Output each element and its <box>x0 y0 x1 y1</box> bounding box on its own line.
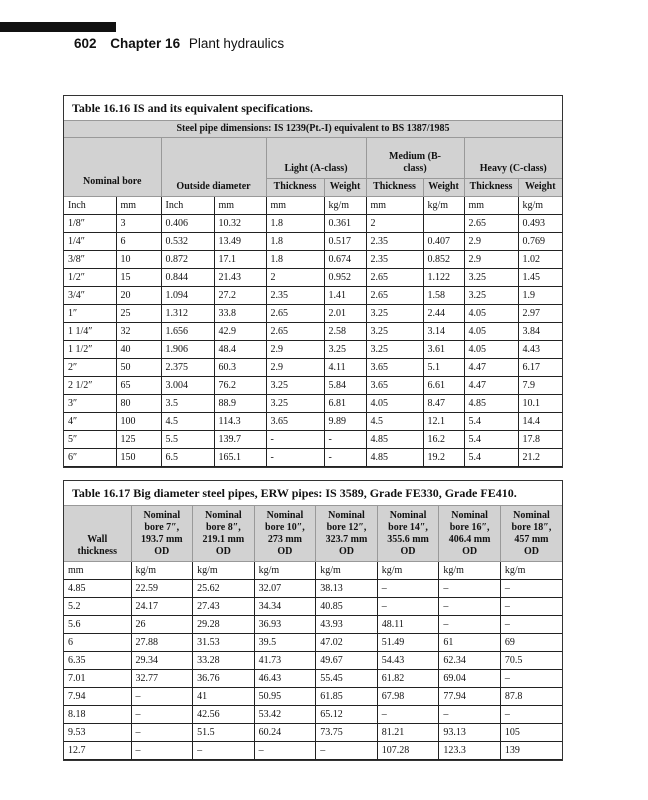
table-cell: 6.81 <box>324 395 366 413</box>
table-cell: – <box>131 688 193 706</box>
table-cell: 1/2″ <box>64 269 116 287</box>
unit-cell: kg/m <box>439 562 501 580</box>
table-cell: 61 <box>439 634 501 652</box>
unit-cell: kg/m <box>324 197 366 215</box>
table-cell: 47.02 <box>316 634 378 652</box>
table-cell: 4.05 <box>464 323 518 341</box>
table-cell: 43.93 <box>316 616 378 634</box>
table-cell: 49.67 <box>316 652 378 670</box>
table-cell: 0.674 <box>324 251 366 269</box>
table-cell: 69 <box>500 634 562 652</box>
column-header: Nominal bore 8″, 219.1 mm OD <box>193 506 255 562</box>
table-cell: 2.44 <box>423 305 464 323</box>
column-header: Nominal bore 7″, 193.7 mm OD <box>131 506 193 562</box>
unit-cell: kg/m <box>316 562 378 580</box>
table-cell: - <box>324 449 366 467</box>
table-cell: 31.53 <box>193 634 255 652</box>
table-cell: 7.9 <box>518 377 562 395</box>
table-cell: 0.493 <box>518 215 562 233</box>
table-cell: – <box>500 706 562 724</box>
table-cell: 1″ <box>64 305 116 323</box>
table-cell: 3.25 <box>366 305 423 323</box>
table-row <box>64 580 562 598</box>
table-cell: 100 <box>116 413 161 431</box>
table-cell: 5.4 <box>464 413 518 431</box>
table-cell: – <box>439 580 501 598</box>
table-cell: – <box>316 742 378 760</box>
table-cell: 29.28 <box>193 616 255 634</box>
table-cell: 165.1 <box>214 449 266 467</box>
page-number: 602 <box>74 36 97 51</box>
table-cell: 4.47 <box>464 359 518 377</box>
table-cell: 4.47 <box>464 377 518 395</box>
table-cell: - <box>266 449 324 467</box>
table-cell: 21.43 <box>214 269 266 287</box>
column-header: Nominal bore 12″, 323.7 mm OD <box>316 506 378 562</box>
table-cell: 77.94 <box>439 688 501 706</box>
table-cell: 114.3 <box>214 413 266 431</box>
table-cell: 48.4 <box>214 341 266 359</box>
table-cell: 125 <box>116 431 161 449</box>
table-cell: 12.1 <box>423 413 464 431</box>
unit-cell: mm <box>214 197 266 215</box>
table-cell: 1.45 <box>518 269 562 287</box>
table-cell: 36.93 <box>254 616 316 634</box>
table-cell: 6″ <box>64 449 116 467</box>
running-head <box>74 36 284 51</box>
table-cell: 3.25 <box>266 377 324 395</box>
table-cell: 2.9 <box>266 341 324 359</box>
table-cell: 88.9 <box>214 395 266 413</box>
subheader: Thickness <box>366 178 423 196</box>
table-cell: 4.11 <box>324 359 366 377</box>
table-row <box>64 706 562 724</box>
erw-pipes-table <box>64 505 562 760</box>
table-cell: 3.25 <box>464 287 518 305</box>
table-cell: 50.95 <box>254 688 316 706</box>
table-cell: 1.094 <box>161 287 214 305</box>
table-cell: 2.35 <box>366 233 423 251</box>
table-row <box>64 269 562 287</box>
table-row <box>64 742 562 760</box>
table-cell: 10 <box>116 251 161 269</box>
table-subtitle: Steel pipe dimensions: IS 1239(Pt.-I) equivalent to BS 1387/1985 <box>64 121 562 138</box>
table-cell: 25.62 <box>193 580 255 598</box>
table-cell: – <box>131 742 193 760</box>
table-cell: 6 <box>116 233 161 251</box>
table-cell: 87.8 <box>500 688 562 706</box>
table-cell: 4.85 <box>64 580 131 598</box>
table-cell: – <box>439 616 501 634</box>
table-cell: 32 <box>116 323 161 341</box>
table-cell: 6.17 <box>518 359 562 377</box>
table-cell: 1 1/2″ <box>64 341 116 359</box>
table-cell: 139.7 <box>214 431 266 449</box>
table-cell: 1.58 <box>423 287 464 305</box>
table-cell: 1/8″ <box>64 215 116 233</box>
table-cell: 93.13 <box>439 724 501 742</box>
units-row <box>64 197 562 215</box>
table-cell: 1.906 <box>161 341 214 359</box>
table-row <box>64 287 562 305</box>
table-row <box>64 431 562 449</box>
table-cell: - <box>266 431 324 449</box>
header-light: Light (A-class) <box>266 138 366 179</box>
table-cell: 3.25 <box>366 323 423 341</box>
table-row <box>64 598 562 616</box>
table-row <box>64 323 562 341</box>
table-cell: 46.43 <box>254 670 316 688</box>
table-cell: 14.4 <box>518 413 562 431</box>
table-cell: 33.8 <box>214 305 266 323</box>
unit-cell: kg/m <box>500 562 562 580</box>
table-cell: 0.407 <box>423 233 464 251</box>
table-cell: 17.8 <box>518 431 562 449</box>
table-cell: 29.34 <box>131 652 193 670</box>
table-cell: – <box>377 706 439 724</box>
table-cell: 6.5 <box>161 449 214 467</box>
table-cell <box>423 215 464 233</box>
table-cell: 42.56 <box>193 706 255 724</box>
table-cell: 25 <box>116 305 161 323</box>
table-cell: 3.84 <box>518 323 562 341</box>
table-cell: 0.952 <box>324 269 366 287</box>
unit-cell: kg/m <box>377 562 439 580</box>
table-cell: 80 <box>116 395 161 413</box>
table-cell: 3.65 <box>366 359 423 377</box>
table-cell: – <box>500 670 562 688</box>
table-cell: 39.5 <box>254 634 316 652</box>
table-cell: 2.65 <box>266 323 324 341</box>
table-cell: 8.18 <box>64 706 131 724</box>
table-cell: 60.24 <box>254 724 316 742</box>
table-row <box>64 413 562 431</box>
table-cell: 38.13 <box>316 580 378 598</box>
table-cell: 1/4″ <box>64 233 116 251</box>
table-cell: 5.6 <box>64 616 131 634</box>
table-cell: 3.25 <box>464 269 518 287</box>
table-cell: 69.04 <box>439 670 501 688</box>
table-cell: 1.8 <box>266 251 324 269</box>
unit-cell: Inch <box>64 197 116 215</box>
table-cell: 32.07 <box>254 580 316 598</box>
table-cell: 1.9 <box>518 287 562 305</box>
column-header: Nominal bore 10″, 273 mm OD <box>254 506 316 562</box>
table-cell: 2.01 <box>324 305 366 323</box>
table-cell: 33.28 <box>193 652 255 670</box>
steel-pipe-dimensions-table <box>64 120 562 467</box>
table-cell: 2.9 <box>464 251 518 269</box>
table-cell: 1.312 <box>161 305 214 323</box>
table-cell: 61.85 <box>316 688 378 706</box>
table-cell: 2.65 <box>464 215 518 233</box>
table-cell: 26 <box>131 616 193 634</box>
table-cell: 4.85 <box>464 395 518 413</box>
table-cell: 20 <box>116 287 161 305</box>
table-cell: 61.82 <box>377 670 439 688</box>
table-cell: 10.1 <box>518 395 562 413</box>
table-cell: 4.5 <box>366 413 423 431</box>
table-cell: 73.75 <box>316 724 378 742</box>
table-cell: 2.65 <box>366 269 423 287</box>
table-cell: 3/8″ <box>64 251 116 269</box>
table-row <box>64 341 562 359</box>
table-cell: 1.8 <box>266 233 324 251</box>
table-cell: 2.65 <box>266 305 324 323</box>
subheader: Weight <box>423 178 464 196</box>
table-cell: 0.361 <box>324 215 366 233</box>
table-cell: 2.58 <box>324 323 366 341</box>
header-outside-diameter: Outside diameter <box>161 138 266 197</box>
header-medium: Medium (B-class) <box>366 138 464 179</box>
table-cell: 1.02 <box>518 251 562 269</box>
unit-cell: mm <box>464 197 518 215</box>
unit-cell: kg/m <box>423 197 464 215</box>
table-cell: 41.73 <box>254 652 316 670</box>
subheader: Weight <box>324 178 366 196</box>
table-16-16 <box>63 95 563 468</box>
table-cell: 2″ <box>64 359 116 377</box>
table-cell: 67.98 <box>377 688 439 706</box>
table-row <box>64 724 562 742</box>
table-cell: 36.76 <box>193 670 255 688</box>
table-cell: 2 <box>266 269 324 287</box>
table-cell: 2.65 <box>366 287 423 305</box>
subheader: Weight <box>518 178 562 196</box>
table-16-17 <box>63 480 563 761</box>
table-cell: 0.517 <box>324 233 366 251</box>
table-cell: 40.85 <box>316 598 378 616</box>
header-nominal-bore: Nominal bore <box>64 138 161 197</box>
table-cell: 105 <box>500 724 562 742</box>
table-cell: 10.32 <box>214 215 266 233</box>
subheader: Thickness <box>266 178 324 196</box>
table-cell: 1.122 <box>423 269 464 287</box>
table-row <box>64 616 562 634</box>
table-cell: 7.94 <box>64 688 131 706</box>
table-cell: 27.43 <box>193 598 255 616</box>
table-cell: 4.85 <box>366 431 423 449</box>
header-heavy: Heavy (C-class) <box>464 138 562 179</box>
table-row <box>64 395 562 413</box>
table-cell: 3.25 <box>366 341 423 359</box>
table-cell: 0.872 <box>161 251 214 269</box>
table-cell: 54.43 <box>377 652 439 670</box>
table-cell: 53.42 <box>254 706 316 724</box>
table-cell: 0.852 <box>423 251 464 269</box>
table-cell: 5.4 <box>464 431 518 449</box>
table-cell: 16.2 <box>423 431 464 449</box>
table-cell: – <box>193 742 255 760</box>
table-cell: 81.21 <box>377 724 439 742</box>
table-cell: 2.97 <box>518 305 562 323</box>
table-cell: 62.34 <box>439 652 501 670</box>
table-cell: 2.9 <box>464 233 518 251</box>
table-cell: 5.2 <box>64 598 131 616</box>
table-row <box>64 652 562 670</box>
table-row <box>64 634 562 652</box>
table-row <box>64 688 562 706</box>
table-cell: 4″ <box>64 413 116 431</box>
table-cell: 0.844 <box>161 269 214 287</box>
table-cell: – <box>131 724 193 742</box>
table-cell: 139 <box>500 742 562 760</box>
table-cell: 3.14 <box>423 323 464 341</box>
unit-cell: kg/m <box>254 562 316 580</box>
table-cell: 27.88 <box>131 634 193 652</box>
table-cell: 50 <box>116 359 161 377</box>
table-cell: 2.35 <box>266 287 324 305</box>
table-row <box>64 449 562 467</box>
table-cell: 107.28 <box>377 742 439 760</box>
table-cell: 19.2 <box>423 449 464 467</box>
table-cell: 8.47 <box>423 395 464 413</box>
table-cell: 0.406 <box>161 215 214 233</box>
table-cell: 65.12 <box>316 706 378 724</box>
table-cell: 3.65 <box>266 413 324 431</box>
table-title: Table 16.16 IS and its equivalent specifications. <box>72 101 313 115</box>
chapter-title: Plant hydraulics <box>188 36 285 51</box>
table-cell: – <box>439 706 501 724</box>
table-cell: 60.3 <box>214 359 266 377</box>
table-cell: 65 <box>116 377 161 395</box>
unit-cell: kg/m <box>131 562 193 580</box>
table-cell: 6 <box>64 634 131 652</box>
table-cell: 1 1/4″ <box>64 323 116 341</box>
table-cell: 13.49 <box>214 233 266 251</box>
table-cell: 4.85 <box>366 449 423 467</box>
table-cell: - <box>324 431 366 449</box>
table-cell: – <box>500 616 562 634</box>
table-cell: 150 <box>116 449 161 467</box>
table-row <box>64 233 562 251</box>
table-cell: 4.05 <box>464 341 518 359</box>
table-cell: 32.77 <box>131 670 193 688</box>
table-cell: 2.35 <box>366 251 423 269</box>
table-cell: 1.41 <box>324 287 366 305</box>
unit-cell: kg/m <box>193 562 255 580</box>
table-cell: 6.61 <box>423 377 464 395</box>
table-cell: 21.2 <box>518 449 562 467</box>
table-cell: 48.11 <box>377 616 439 634</box>
table-cell: – <box>500 598 562 616</box>
table-row <box>64 215 562 233</box>
table-cell: 15 <box>116 269 161 287</box>
column-header: Nominal bore 18″, 457 mm OD <box>500 506 562 562</box>
table-cell: 3″ <box>64 395 116 413</box>
table-title: Table 16.17 Big diameter steel pipes, ERW pipes: IS 3589, Grade FE330, Grade FE410. <box>72 486 517 500</box>
table-cell: 2 1/2″ <box>64 377 116 395</box>
table-cell: 3.5 <box>161 395 214 413</box>
subheader: Thickness <box>464 178 518 196</box>
table-cell: 5.84 <box>324 377 366 395</box>
table-cell: 12.7 <box>64 742 131 760</box>
table-cell: 5″ <box>64 431 116 449</box>
table-cell: 6.35 <box>64 652 131 670</box>
table-cell: 1.8 <box>266 215 324 233</box>
table-cell: 3.25 <box>266 395 324 413</box>
column-header: Nominal bore 16″, 406.4 mm OD <box>439 506 501 562</box>
table-cell: – <box>439 598 501 616</box>
table-cell: 4.05 <box>464 305 518 323</box>
table-cell: – <box>131 706 193 724</box>
table-row <box>64 670 562 688</box>
table-cell: 2.9 <box>266 359 324 377</box>
table-cell: 17.1 <box>214 251 266 269</box>
units-row <box>64 562 562 580</box>
table-cell: 3/4″ <box>64 287 116 305</box>
table-cell: 5.5 <box>161 431 214 449</box>
table-cell: 22.59 <box>131 580 193 598</box>
table-cell: – <box>500 580 562 598</box>
table-cell: 55.45 <box>316 670 378 688</box>
table-cell: – <box>377 580 439 598</box>
table-cell: 4.5 <box>161 413 214 431</box>
table-cell: 76.2 <box>214 377 266 395</box>
table-row <box>64 251 562 269</box>
table-cell: 34.34 <box>254 598 316 616</box>
table-cell: 41 <box>193 688 255 706</box>
tables-stack <box>63 95 563 761</box>
table-cell: 27.2 <box>214 287 266 305</box>
table-cell: – <box>377 598 439 616</box>
table-cell: 1.656 <box>161 323 214 341</box>
table-cell: 70.5 <box>500 652 562 670</box>
table-cell: 4.43 <box>518 341 562 359</box>
table-cell: 2.375 <box>161 359 214 377</box>
table-cell: 24.17 <box>131 598 193 616</box>
table-cell: 3.004 <box>161 377 214 395</box>
page-top-bar <box>0 22 116 32</box>
table-row <box>64 305 562 323</box>
table-cell: 0.532 <box>161 233 214 251</box>
table-cell: 3.25 <box>324 341 366 359</box>
chapter-label: Chapter 16 <box>110 36 181 51</box>
table-cell: 2 <box>366 215 423 233</box>
table-cell: 9.89 <box>324 413 366 431</box>
table-cell: 3.65 <box>366 377 423 395</box>
table-cell: 51.5 <box>193 724 255 742</box>
unit-cell: mm <box>366 197 423 215</box>
column-header: Wall thickness <box>64 506 131 562</box>
table-cell: 4.05 <box>366 395 423 413</box>
table-row <box>64 377 562 395</box>
table-cell: 0.769 <box>518 233 562 251</box>
table-cell: 7.01 <box>64 670 131 688</box>
unit-cell: kg/m <box>518 197 562 215</box>
unit-cell: Inch <box>161 197 214 215</box>
table-cell: 5.1 <box>423 359 464 377</box>
table-cell: 123.3 <box>439 742 501 760</box>
table-cell: 40 <box>116 341 161 359</box>
table-cell: 42.9 <box>214 323 266 341</box>
unit-cell: mm <box>116 197 161 215</box>
table-cell: 3 <box>116 215 161 233</box>
table-cell: 5.4 <box>464 449 518 467</box>
unit-cell: mm <box>266 197 324 215</box>
table-cell: – <box>254 742 316 760</box>
unit-cell: mm <box>64 562 131 580</box>
table-row <box>64 359 562 377</box>
column-header: Nominal bore 14″, 355.6 mm OD <box>377 506 439 562</box>
table-cell: 3.61 <box>423 341 464 359</box>
table-cell: 51.49 <box>377 634 439 652</box>
table-cell: 9.53 <box>64 724 131 742</box>
